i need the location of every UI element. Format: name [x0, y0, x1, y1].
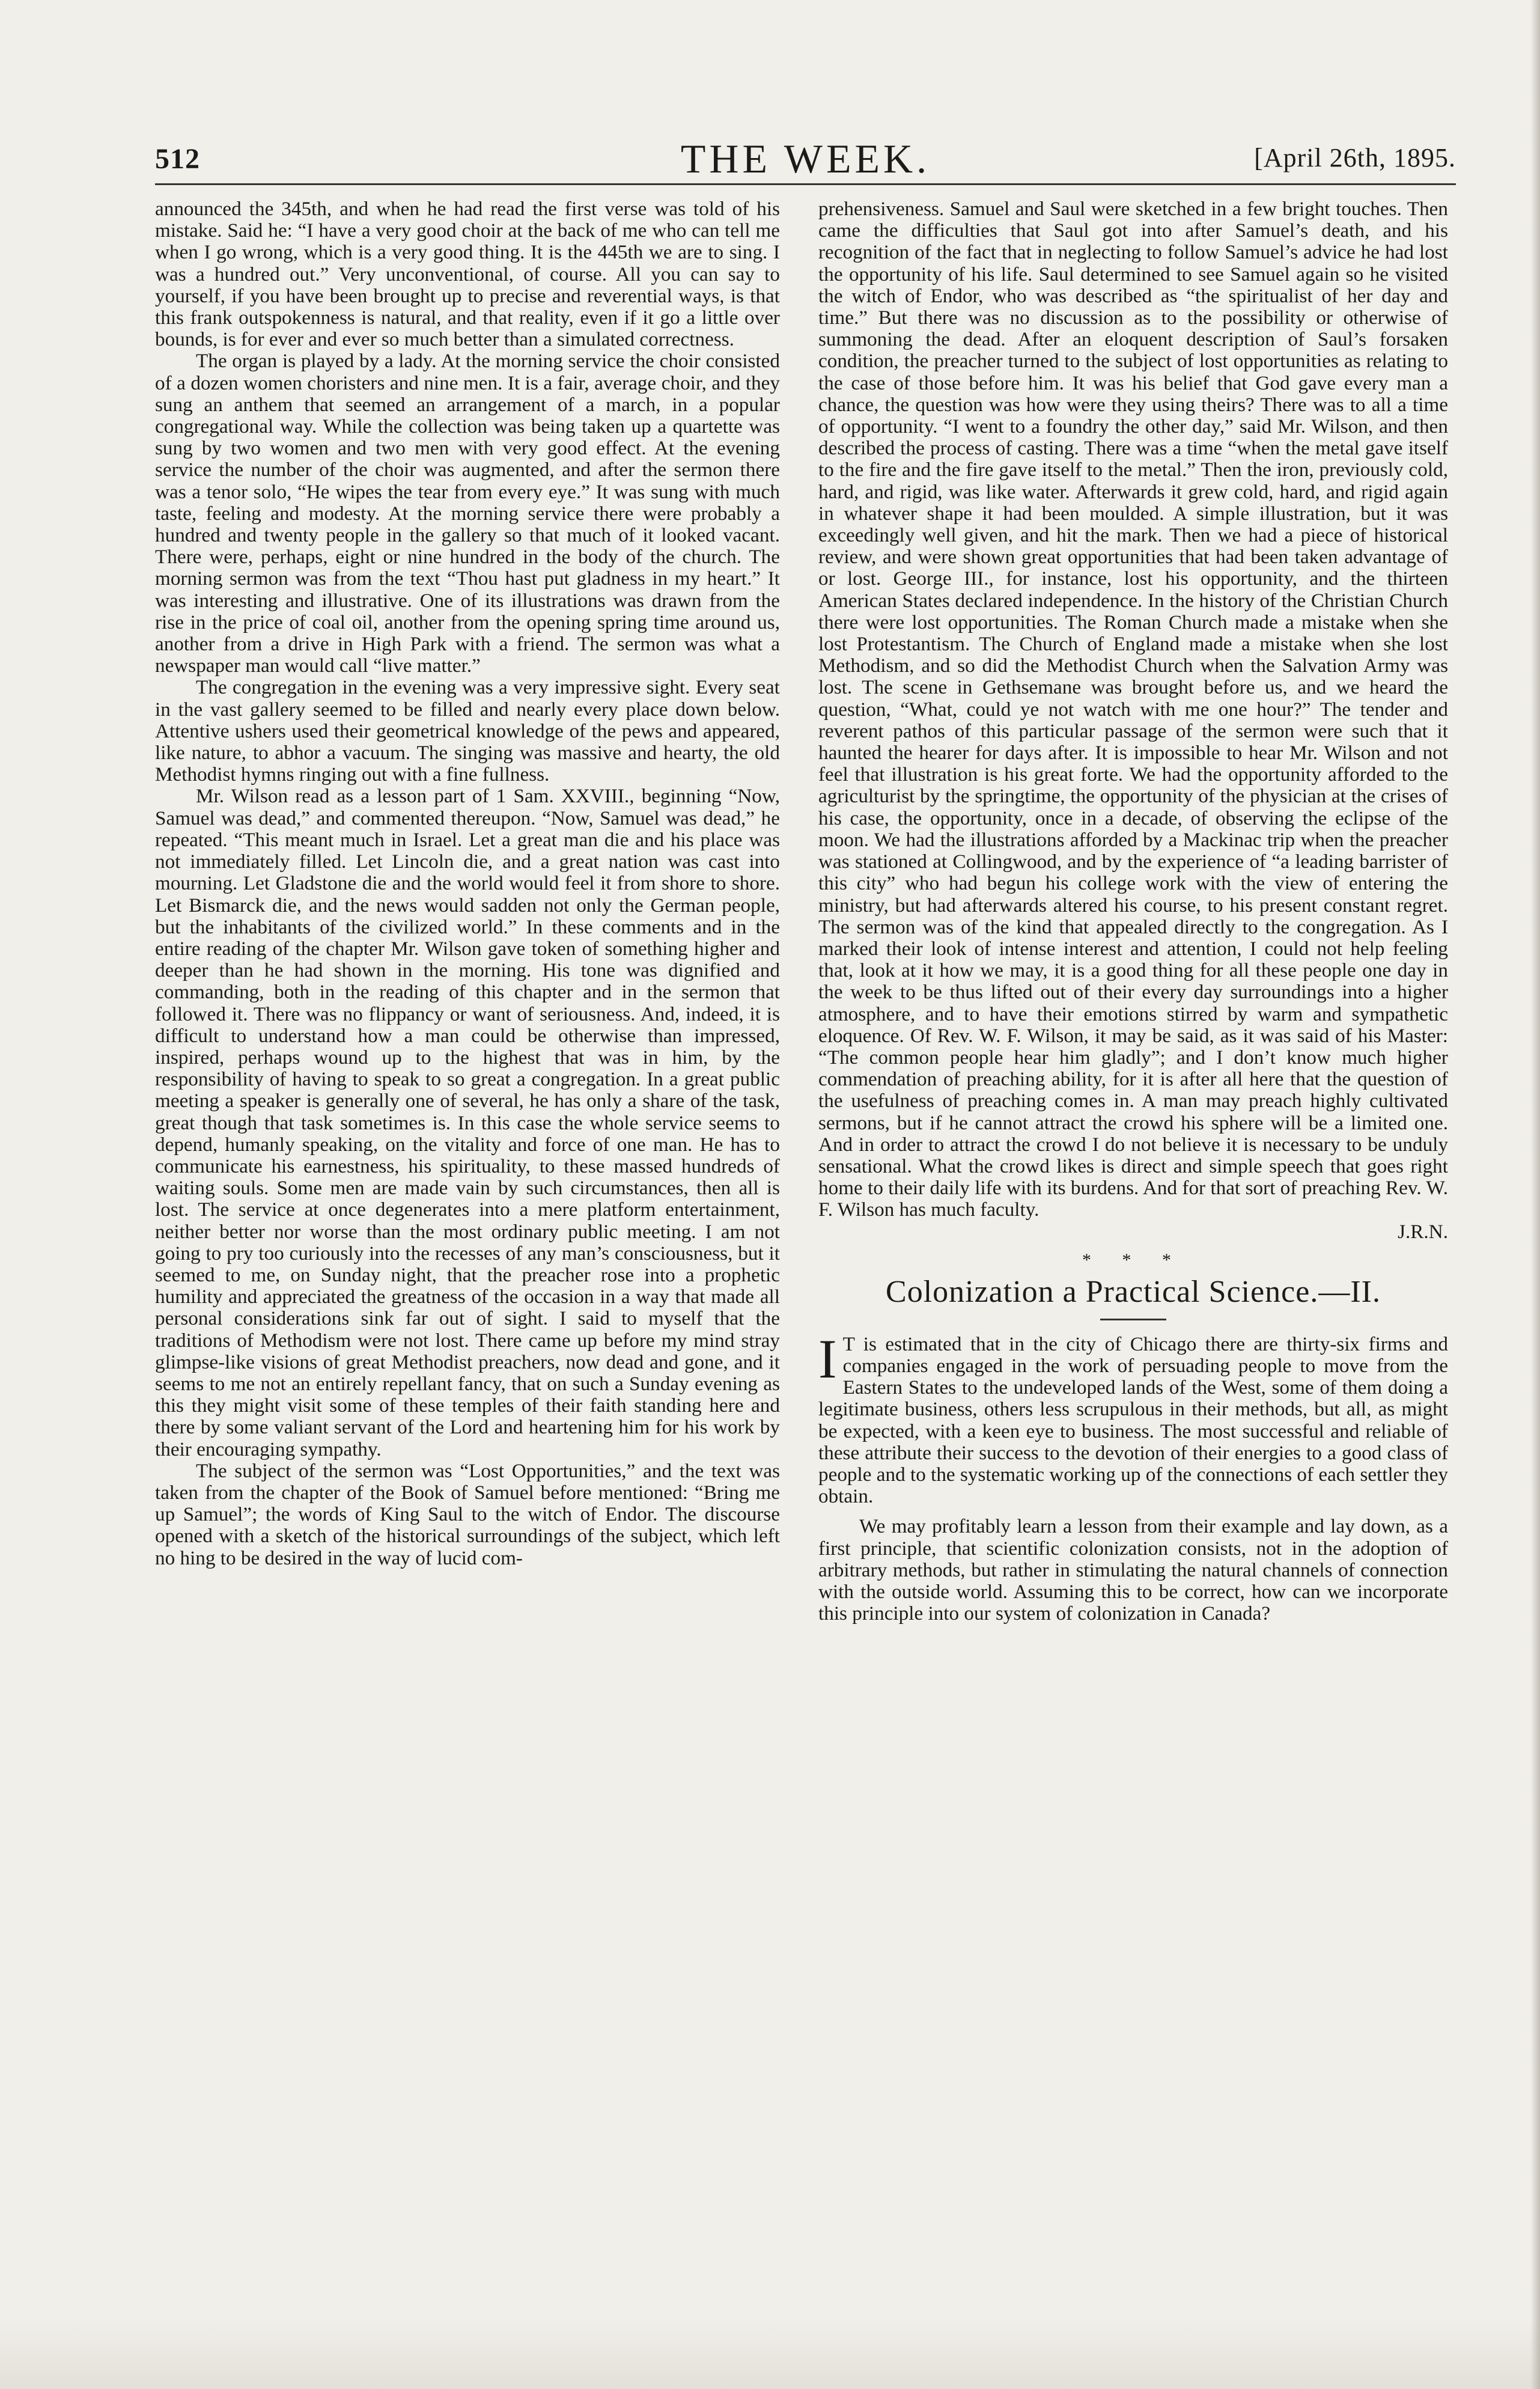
title-rule [1100, 1319, 1166, 1320]
paragraph: The organ is played by a lady. At the morning service the choir consisted of a dozen women choristers and nine men. It is a fair, average choir, and they sung an anthem that seemed an arrangement of a march, in a popular congregational way. While the collection was being taken up a quartette was sung by two women and two men with very good effect. At the evening service the number of the choir was augmented, and after the sermon there was a tenor solo, “He wipes the tear from every eye.” It was sung with much taste, feeling and modesty. At the morning service there were probably a hundred and twenty people in the gallery so that much of it looked vacant. There were, perhaps, eight or nine hundred in the body of the church. The morning sermon was from the text “Thou hast put gladness in my heart.” It was interesting and illustrative. One of its illustrations was drawn from the rise in the price of coal oil, another from the opening spring time around us, another from a drive in High Park with a friend. The sermon was what a newspaper man would call “live matter.” [155, 350, 780, 677]
page-number: 512 [155, 143, 200, 175]
paragraph: announced the 345th, and when he had read the first verse was told of his mistake. Said he: “I have a very good choir at the back of me who can tell me when I go wrong, which is a very good thing. It is the 445th we are to sing. I was a hundred out.” Very unconventional, of course. All you can say to yourself, if you have been brought up to precise and reverential ways, is that this frank outspokenness is natural, and that reality, even if it go a little over bounds, is for ever and ever so much better than a simulated correctness. [155, 198, 780, 351]
author-signature: J.R.N. [1398, 1220, 1448, 1243]
drop-cap: I [818, 1328, 837, 1390]
page-bottom-wear [0, 2317, 1540, 2389]
left-column [155, 198, 780, 1569]
section-ornament: * * * [1082, 1249, 1184, 1270]
paragraph-text: T is estimated that in the city of Chicago there are thirty-six firms and companies engaged in the work of persuading people to move from the Eastern States to the undeveloped lands of the West, some of them doing a legitimate business, others less scrupulous in their methods, but all, as might be expected, with a keen eye to business. The most successful and reliable of these attribute their success to the devotion of their energies to a good class of people and to the systematic working up of the connections of each settler they obtain. [818, 1332, 1448, 1508]
paragraph: The subject of the sermon was “Lost Opportunities,” and the text was taken from the chapter of the Book of Samuel before mentioned: “Bring me up Samuel”; the words of King Saul to the witch of Endor. The discourse opened with a sketch of the historical surroundings of the subject, which left no hing to be desired in the way of lucid com- [155, 1459, 780, 1569]
page-header [155, 135, 1456, 183]
issue-date: [April 26th, 1895. [1254, 143, 1456, 172]
masthead: THE WEEK. [680, 136, 931, 182]
page-edge-shadow [1530, 0, 1540, 2389]
paragraph: prehensiveness. Samuel and Saul were sketched in a few bright touches. Then came the difficulties that Saul got into after Samuel’s death, and his recognition of the fact that in neglecting to follow Samuel’s advice he had lost the opportunity of his life. Saul determined to see Samuel again so he visited the witch of Endor, who was described as “the spiritualist of her day and time.” But there was no discussion as to the possibility or otherwise of summoning the dead. After an eloquent description of Saul’s forsaken condition, the preacher turned to the subject of lost opportunities as relating to the case of those before him. It was his belief that God gave every man a chance, the question was how were they using theirs? There was to all a time of opportunity. “I went to a foundry the other day,” said Mr. Wilson, and then described the process of casting. There was a time “when the metal gave itself to the fire and the fire gave itself to the metal.” Then the iron, previously cold, hard, and rigid, was like water. Afterwards it grew cold, hard, and rigid again in whatever shape it had been moulded. A simple illustration, but it was exceedingly well given, and hit the mark. Then we had a piece of historical review, and were shown great opportunities that had been taken advantage of or lost. George III., for instance, lost his opportunity, and the thirteen American States declared independence. In the history of the Christian Church there were lost opportunities. The Roman Church made a mistake when she lost Protestantism. The Church of England made a mistake when she lost Methodism, and so did the Methodist Church when the Salvation Army was lost. The scene in Gethsemane was brought before us, and we heard the question, “What, could ye not watch with me one hour?” The tender and reverent pathos of this particular passage of the sermon were such that it haunted the hearer for days after. It is impossible to hear Mr. Wilson and not feel that illustration is his great forte. We had the opportunity afforded to the agriculturist by the springtime, the opportunity of the physician at the crises of his case, the opportunity, once in a decade, of observing the eclipse of the moon. We had the illustrations afforded by a Mackinac trip when the preacher was stationed at Collingwood, and by the experience of “a leading barrister of this city” who had begun his college work with the view of entering the ministry, but had afterwards altered his course, to his present constant regret. The sermon was of the kind that appealed directly to the congregation. As I marked their look of intense interest and attention, I could not help feeling that, look at it how we may, it is a good thing for all these people one day in the week to be thus lifted out of their every day surroundings into a higher atmosphere, and to have their emotions stirred by warm and sympathetic eloquence. Of Rev. W. F. Wilson, it may be said, as it was said of his Master: “The common people hear him gladly”; and I don’t know much higher commendation of preaching ability, for it is after all here that the question of the usefulness of preaching comes in. A man may preach highly cultivated sermons, but if he cannot attract the crowd his sphere will be a limited one. And in order to attract the crowd I do not believe it is necessary to be unduly sensational. What the crowd likes is direct and simple speech that goes right home to their daily life with its burdens. And for that sort of preaching Rev. W. F. Wilson has much faculty. [818, 198, 1448, 1221]
paragraph: Mr. Wilson read as a lesson part of 1 Sam. XXVIII., beginning “Now, Samuel was dead,” and commented thereupon. “Now, Samuel was dead,” he repeated. “This meant much in Israel. Let a great man die and his place was not immediately filled. Let Lincoln die, and a great nation was cast into mourning. Let Gladstone die and the world would feel it from shore to shore. Let Bismarck die, and the news would sadden not only the German people, but the inhabitants of the civilized world.” In these comments and in the entire reading of the chapter Mr. Wilson gave token of something higher and deeper than he had shown in the morning. His tone was dignified and commanding, both in the reading of this chapter and in the sermon that followed it. There was no flippancy or want of seriousness. And, indeed, it is difficult to understand how a man could be otherwise than impressed, inspired, perhaps wound up to the highest that was in him, by the responsibility of having to speak to so great a congregation. In a great public meeting a speaker is generally one of several, he has only a share of the task, great though that task sometimes is. In this case the whole service seems to depend, humanly speaking, on the vitality and force of one man. He has to communicate his earnestness, his spirituality, to these massed hundreds of waiting souls. Some men are made vain by such circumstances, then all is lost. The service at once degenerates into a mere platform entertainment, neither better nor worse than the most ordinary public meeting. I am not going to pry too curiously into the recesses of any man’s consciousness, but it seemed to me, on Sunday night, that the preacher rose into a prophetic humility and appreciated the greatness of the occasion in a way that made all personal considerations sink far out of sight. I said to myself that the traditions of Methodism were not lost. There came up before my mind stray glimpse-like visions of great Methodist preachers, now dead and gone, and it seems to me not an entirely repellant fancy, that on such a Sunday evening as this they might visit some of these temples of their faith standing here and there by some valiant servant of the Lord and heartening him for his work by their encouraging sympathy. [155, 785, 780, 1460]
header-rule [155, 183, 1456, 185]
paragraph: The congregation in the evening was a very impressive sight. Every seat in the vast gallery seemed to be filled and nearly every place down below. Attentive ushers used their geometrical knowledge of the pews and appeared, like nature, to abhor a vacuum. The singing was massive and hearty, the old Methodist hymns ringing out with a fine fullness. [155, 676, 780, 786]
paragraph [818, 1328, 1448, 1508]
right-column [818, 198, 1448, 1625]
paragraph: We may profitably learn a lesson from their example and lay down, as a first principle, that scientific colonization consists, not in the adoption of arbitrary methods, but rather in stimulating the natural channels of connection with the outside world. Assuming this to be correct, how can we incorporate this principle into our system of colonization in Canada? [818, 1515, 1448, 1625]
article-title: Colonization a Practical Science.—II. [886, 1274, 1381, 1309]
